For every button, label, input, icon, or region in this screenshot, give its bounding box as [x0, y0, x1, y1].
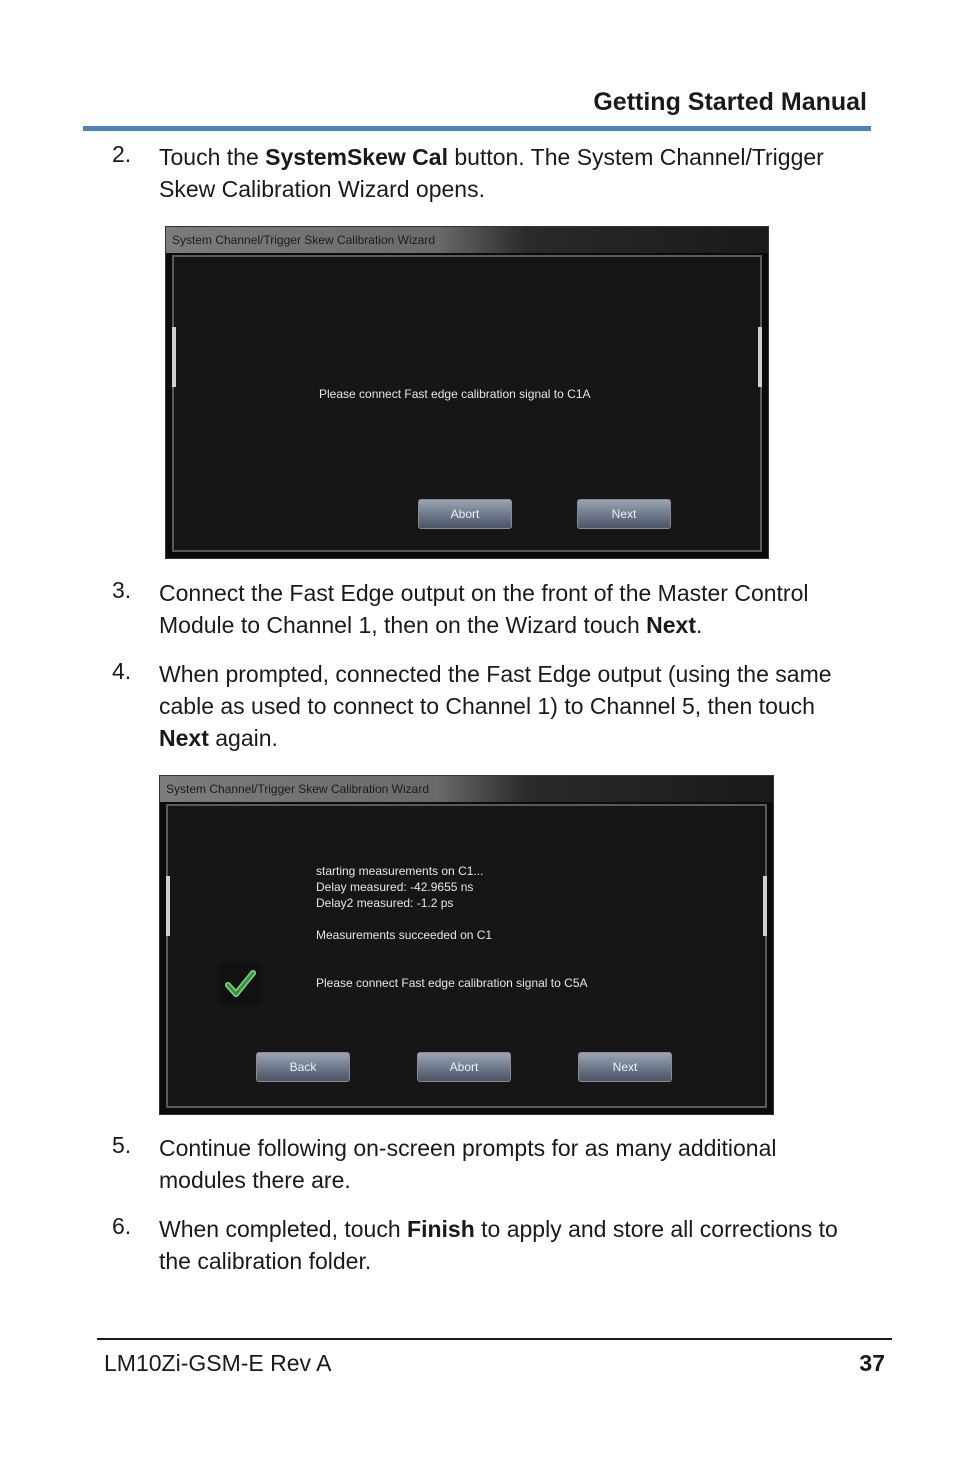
abort-button[interactable]: Abort — [418, 499, 512, 529]
step-number: 4. — [112, 658, 132, 684]
wizard-screenshot-2 — [159, 775, 774, 1115]
page-number: 37 — [859, 1350, 885, 1376]
wizard-message: Please connect Fast edge calibration signal to C5A — [316, 976, 588, 990]
page-header-title: Getting Started Manual — [593, 88, 867, 116]
wizard-titlebar — [160, 776, 773, 802]
next-button[interactable]: Next — [578, 1052, 672, 1082]
checkmark-icon — [220, 964, 260, 1004]
step-number: 5. — [112, 1132, 132, 1158]
wizard-titlebar — [166, 227, 768, 253]
step-text: Continue following on-screen prompts for as many additional modules there are. — [159, 1135, 777, 1193]
step-number: 2. — [112, 141, 132, 167]
step-text: Connect the Fast Edge output on the front of the Master Control Module to Channel 1, then on the Wizard touch Next. — [159, 580, 809, 638]
step-text: Touch the SystemSkew Cal button. The System Channel/Trigger Skew Calibration Wizard opens. — [159, 144, 824, 202]
header-rule — [83, 126, 871, 131]
step-text: When prompted, connected the Fast Edge output (using the same cable as used to connect to Channel 1) to Channel 5, then touch Next again. — [159, 661, 832, 751]
wizard-body — [172, 255, 762, 552]
wizard-log-line: Delay2 measured: -1.2 ps — [316, 896, 454, 910]
footer-doc-id: LM10Zi-GSM-E Rev A — [104, 1350, 332, 1376]
step-number: 6. — [112, 1213, 132, 1239]
wizard-body — [166, 804, 767, 1108]
wizard-title: System Channel/Trigger Skew Calibration Wizard — [172, 233, 435, 247]
back-button[interactable]: Back — [256, 1052, 350, 1082]
wizard-title: System Channel/Trigger Skew Calibration Wizard — [166, 782, 429, 796]
step-text: When completed, touch Finish to apply and store all corrections to the calibration folder. — [159, 1216, 838, 1274]
next-button[interactable]: Next — [577, 499, 671, 529]
step-number: 3. — [112, 577, 132, 603]
footer-rule — [97, 1338, 892, 1340]
abort-button[interactable]: Abort — [417, 1052, 511, 1082]
wizard-log-line: Delay measured: -42.9655 ns — [316, 880, 474, 894]
wizard-message: Please connect Fast edge calibration signal to C1A — [319, 387, 591, 401]
wizard-screenshot-1 — [165, 226, 769, 559]
wizard-log-line: starting measurements on C1... — [316, 864, 484, 878]
wizard-success-line: Measurements succeeded on C1 — [316, 928, 493, 942]
